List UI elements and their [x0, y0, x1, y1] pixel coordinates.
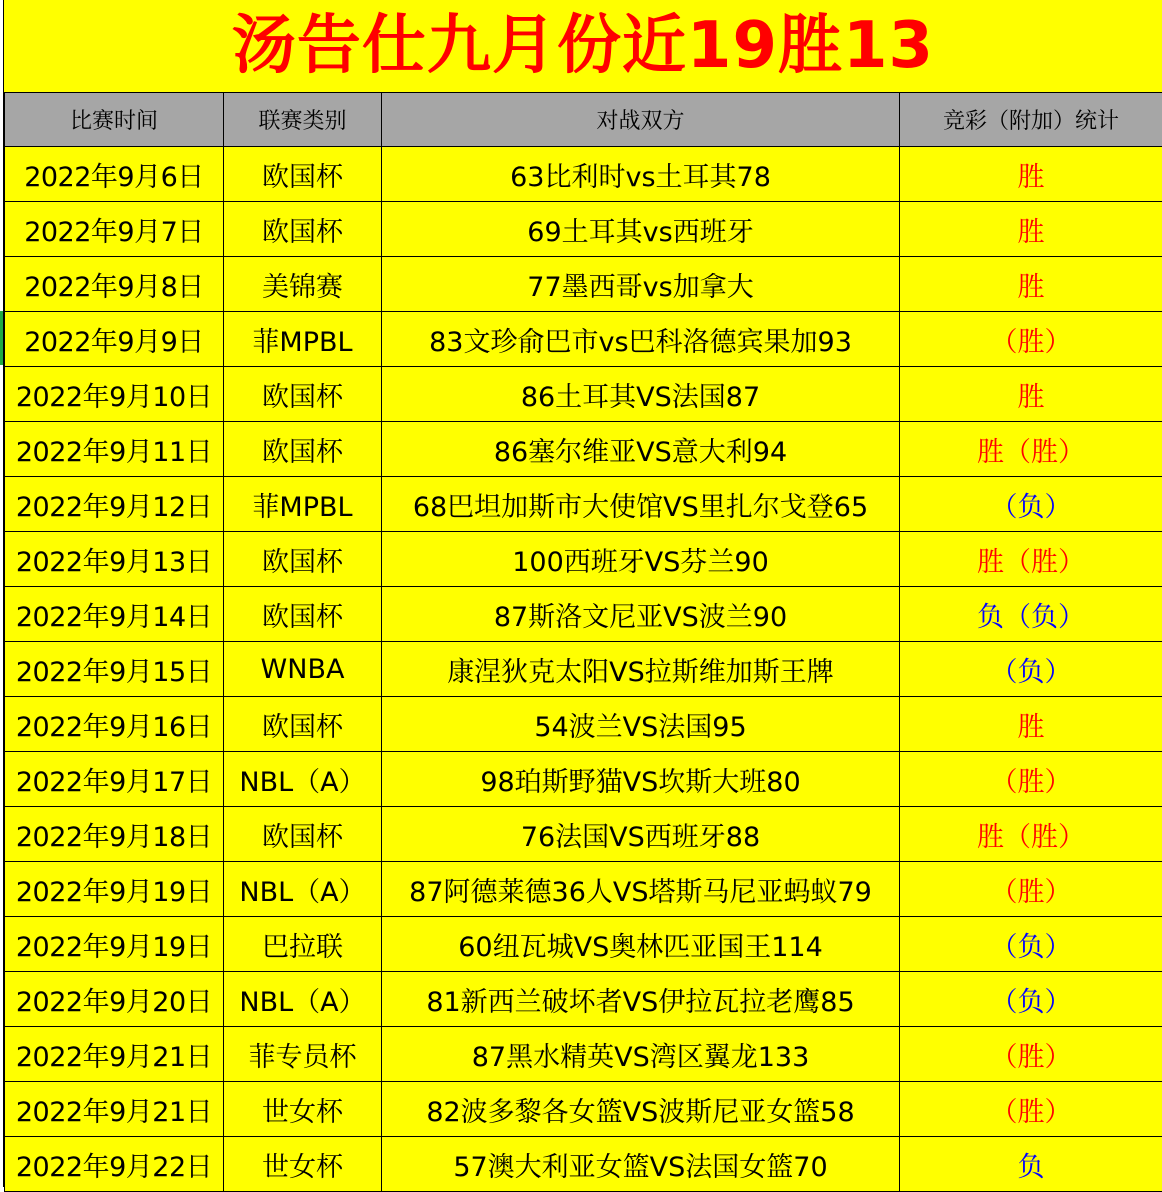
match-cell[interactable]: 81新西兰破坏者VS伊拉瓦拉老鹰85 [382, 972, 900, 1027]
match-cell[interactable]: 康涅狄克太阳VS拉斯维加斯王牌 [382, 642, 900, 697]
date-cell[interactable]: 2022年9月7日 [5, 202, 224, 257]
league-cell[interactable]: 欧国杯 [224, 697, 382, 752]
match-cell[interactable]: 86塞尔维亚VS意大利94 [382, 422, 900, 477]
table-row [5, 642, 1162, 697]
match-cell[interactable]: 68巴坦加斯市大使馆VS里扎尔戈登65 [382, 477, 900, 532]
date-cell[interactable]: 2022年9月11日 [5, 422, 224, 477]
table-row [5, 147, 1162, 202]
result-cell[interactable]: 胜（胜） [900, 532, 1162, 587]
result-cell[interactable]: （负） [900, 917, 1162, 972]
result-cell[interactable]: （胜） [900, 312, 1162, 367]
match-cell[interactable]: 98珀斯野猫VS坎斯大班80 [382, 752, 900, 807]
header-match[interactable]: 对战双方 [382, 93, 900, 147]
result-cell[interactable]: 胜（胜） [900, 807, 1162, 862]
match-cell[interactable]: 82波多黎各女篮VS波斯尼亚女篮58 [382, 1082, 900, 1137]
league-cell[interactable]: 欧国杯 [224, 202, 382, 257]
table-row [5, 1082, 1162, 1137]
league-cell[interactable]: 欧国杯 [224, 587, 382, 642]
league-cell[interactable]: NBL（A） [224, 862, 382, 917]
match-cell[interactable]: 57澳大利亚女篮VS法国女篮70 [382, 1137, 900, 1192]
table-row [5, 422, 1162, 477]
league-cell[interactable]: 欧国杯 [224, 147, 382, 202]
result-cell[interactable]: 胜 [900, 257, 1162, 312]
league-cell[interactable]: 欧国杯 [224, 532, 382, 587]
league-cell[interactable]: 欧国杯 [224, 807, 382, 862]
result-cell[interactable]: （胜） [900, 1027, 1162, 1082]
match-cell[interactable]: 69土耳其vs西班牙 [382, 202, 900, 257]
date-cell[interactable]: 2022年9月10日 [5, 367, 224, 422]
date-cell[interactable]: 2022年9月19日 [5, 862, 224, 917]
table-row [5, 367, 1162, 422]
results-table [4, 93, 1162, 1192]
result-cell[interactable]: 胜 [900, 697, 1162, 752]
result-cell[interactable]: 胜 [900, 147, 1162, 202]
date-cell[interactable]: 2022年9月9日 [5, 312, 224, 367]
table-row [5, 972, 1162, 1027]
table-row [5, 532, 1162, 587]
date-cell[interactable]: 2022年9月14日 [5, 587, 224, 642]
result-cell[interactable]: （胜） [900, 752, 1162, 807]
league-cell[interactable]: 世女杯 [224, 1137, 382, 1192]
spreadsheet [3, 0, 1162, 1187]
league-cell[interactable]: WNBA [224, 642, 382, 697]
date-cell[interactable]: 2022年9月20日 [5, 972, 224, 1027]
result-cell[interactable]: （负） [900, 477, 1162, 532]
date-cell[interactable]: 2022年9月8日 [5, 257, 224, 312]
table-row [5, 202, 1162, 257]
league-cell[interactable]: NBL（A） [224, 752, 382, 807]
table-row [5, 752, 1162, 807]
date-cell[interactable]: 2022年9月13日 [5, 532, 224, 587]
result-cell[interactable]: （胜） [900, 862, 1162, 917]
header-date[interactable]: 比赛时间 [5, 93, 224, 147]
league-cell[interactable]: 世女杯 [224, 1082, 382, 1137]
result-cell[interactable]: （负） [900, 642, 1162, 697]
date-cell[interactable]: 2022年9月21日 [5, 1082, 224, 1137]
league-cell[interactable]: 欧国杯 [224, 367, 382, 422]
league-cell[interactable]: 美锦赛 [224, 257, 382, 312]
date-cell[interactable]: 2022年9月6日 [5, 147, 224, 202]
table-row [5, 1137, 1162, 1192]
league-cell[interactable]: 巴拉联 [224, 917, 382, 972]
date-cell[interactable]: 2022年9月15日 [5, 642, 224, 697]
league-cell[interactable]: 菲专员杯 [224, 1027, 382, 1082]
match-cell[interactable]: 100西班牙VS芬兰90 [382, 532, 900, 587]
match-cell[interactable]: 63比利时vs土耳其78 [382, 147, 900, 202]
result-cell[interactable]: 负（负） [900, 587, 1162, 642]
league-cell[interactable]: 欧国杯 [224, 422, 382, 477]
table-row [5, 1027, 1162, 1082]
match-cell[interactable]: 60纽瓦城VS奥林匹亚国王114 [382, 917, 900, 972]
table-row [5, 312, 1162, 367]
table-row [5, 587, 1162, 642]
match-cell[interactable]: 83文珍俞巴市vs巴科洛德宾果加93 [382, 312, 900, 367]
match-cell[interactable]: 54波兰VS法国95 [382, 697, 900, 752]
result-cell[interactable]: （胜） [900, 1082, 1162, 1137]
match-cell[interactable]: 87阿德莱德36人VS塔斯马尼亚蚂蚁79 [382, 862, 900, 917]
date-cell[interactable]: 2022年9月18日 [5, 807, 224, 862]
league-cell[interactable]: 菲MPBL [224, 477, 382, 532]
table-row [5, 477, 1162, 532]
match-cell[interactable]: 77墨西哥vs加拿大 [382, 257, 900, 312]
date-cell[interactable]: 2022年9月16日 [5, 697, 224, 752]
league-cell[interactable]: NBL（A） [224, 972, 382, 1027]
table-row [5, 807, 1162, 862]
table-row [5, 862, 1162, 917]
table-row [5, 697, 1162, 752]
date-cell[interactable]: 2022年9月12日 [5, 477, 224, 532]
date-cell[interactable]: 2022年9月17日 [5, 752, 224, 807]
table-row [5, 257, 1162, 312]
result-cell[interactable]: 负 [900, 1137, 1162, 1192]
table-row [5, 917, 1162, 972]
result-cell[interactable]: 胜 [900, 367, 1162, 422]
result-cell[interactable]: （负） [900, 972, 1162, 1027]
header-row [5, 93, 1162, 147]
page-title: 汤告仕九月份近19胜13 [4, 0, 1162, 93]
result-cell[interactable]: 胜 [900, 202, 1162, 257]
date-cell[interactable]: 2022年9月22日 [5, 1137, 224, 1192]
league-cell[interactable]: 菲MPBL [224, 312, 382, 367]
date-cell[interactable]: 2022年9月21日 [5, 1027, 224, 1082]
header-result[interactable]: 竞彩（附加）统计 [900, 93, 1162, 147]
match-cell[interactable]: 76法国VS西班牙88 [382, 807, 900, 862]
date-cell[interactable]: 2022年9月19日 [5, 917, 224, 972]
header-league[interactable]: 联赛类别 [224, 93, 382, 147]
result-cell[interactable]: 胜（胜） [900, 422, 1162, 477]
match-cell[interactable]: 86土耳其VS法国87 [382, 367, 900, 422]
match-cell[interactable]: 87斯洛文尼亚VS波兰90 [382, 587, 900, 642]
match-cell[interactable]: 87黑水精英VS湾区翼龙133 [382, 1027, 900, 1082]
